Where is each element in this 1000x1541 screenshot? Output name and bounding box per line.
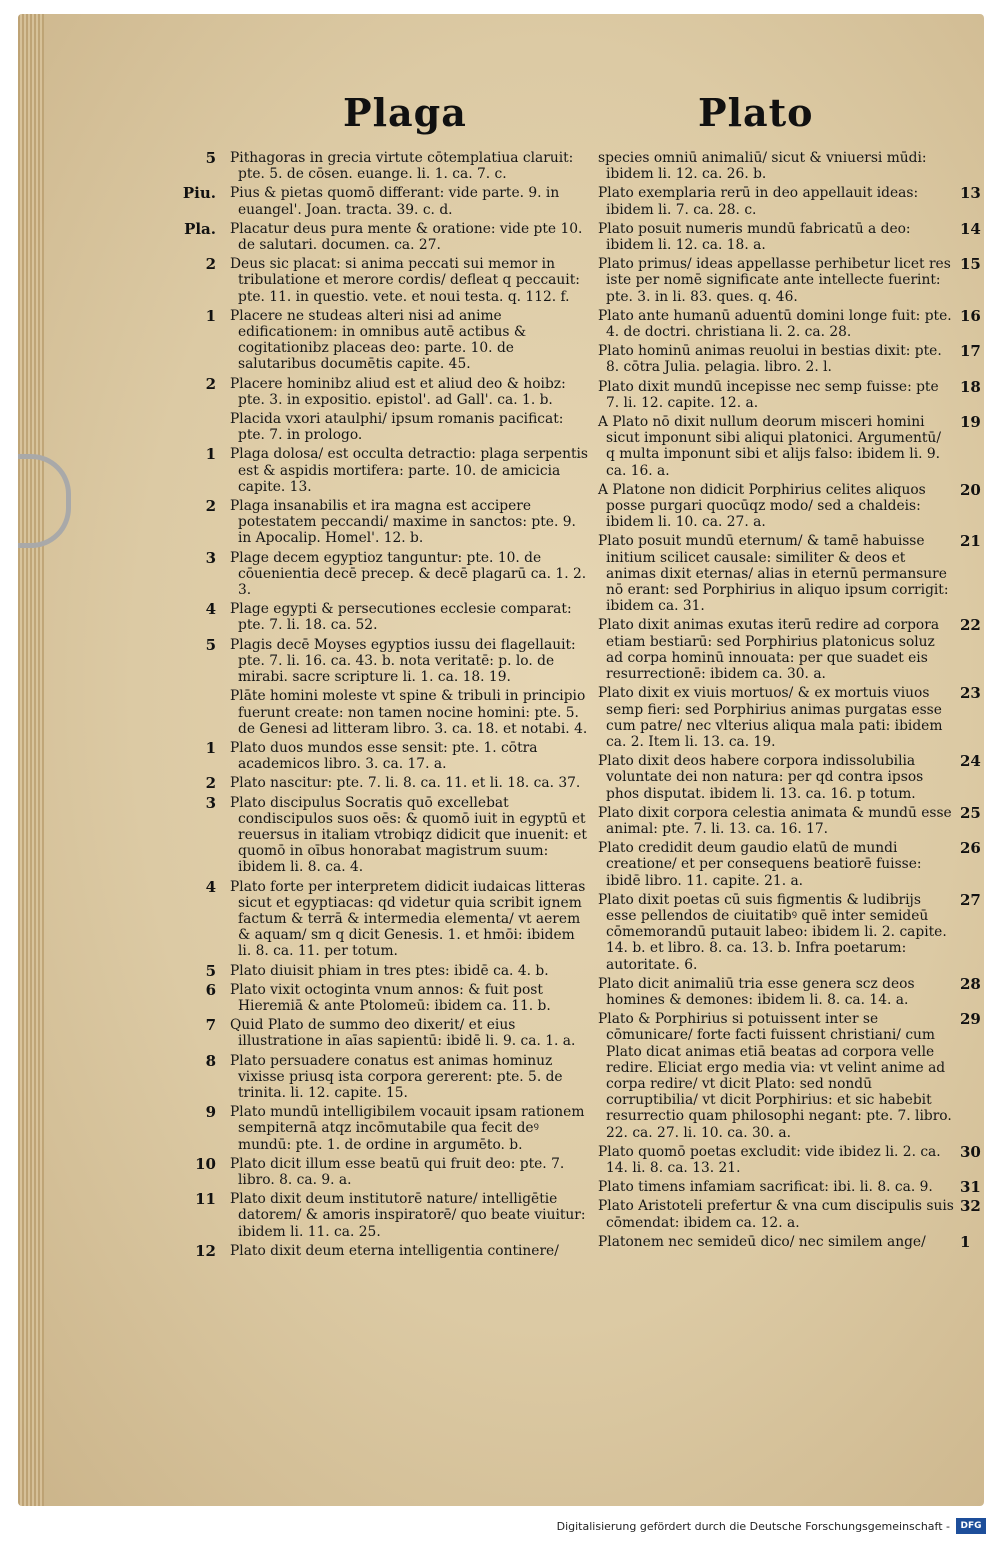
- entry-text: Plato diuisit phiam in tres ptes: ibidē ca. 4. b.: [230, 962, 549, 979]
- entry-number: 22: [960, 616, 981, 635]
- index-entry: [598, 219, 981, 254]
- entry-text: Plato forte per interpretem didicit iudaicas litteras sicut et egyptiacas: qd videtur quia scribit ignem factum & terrā & intermedia elementa/ vt aerem & aquam/ sm q dicit Genesis. 1. et hmōi: ibidem li. 8. ca. 11. per totum.: [230, 878, 586, 960]
- entry-text: Plato mundū intelligibilem vocauit ipsam rationem sempiternā atqz incōmutabile qua fecit deꝰ mundū: pte. 1. de ordine in argumēto. b.: [230, 1104, 585, 1153]
- entry-text: Plato ante humanū aduentū domini longe fuit: pte. 4. de doctri. christiana li. 2. ca. 28.: [598, 307, 952, 341]
- index-entry: [195, 1154, 588, 1188]
- right-column-header: Plato: [698, 90, 814, 135]
- index-entry: [230, 688, 588, 737]
- entry-number: 10: [195, 1154, 216, 1173]
- entry-number: 27: [960, 890, 981, 909]
- index-entry: [205, 149, 588, 183]
- entry-number: 31: [960, 1178, 981, 1197]
- index-entry: [598, 803, 981, 837]
- index-entry: [598, 1142, 981, 1176]
- entry-number: 25: [960, 803, 981, 822]
- left-column: [182, 149, 589, 1262]
- entry-text: Placere hominibz aliud est et aliud deo & hoibz: pte. 3. in expositio. epistol'. ad Gall'. ca. 1. b.: [230, 375, 566, 408]
- entry-number: 21: [960, 532, 981, 551]
- entry-text: Plato dicit animaliū tria esse genera scz deos homines & demones: ibidem li. 8. ca. 14. a.: [598, 975, 915, 1008]
- entry-number: 3: [205, 793, 216, 812]
- entry-number: 8: [205, 1051, 216, 1070]
- entry-text: Platonem nec semideū dico/ nec similem ange/: [598, 1233, 926, 1250]
- entry-text: Plato quomō poetas excludit: vide ibidez li. 2. ca. 14. li. 8. ca. 13. 21.: [598, 1143, 941, 1176]
- index-entry: [598, 480, 981, 531]
- index-entry: [205, 1016, 588, 1050]
- entry-text: A Platone non didicit Porphirius celites aliquos posse purgari quocūqz modo/ sed a chaldeis: ibidem li. 10. ca. 27. a.: [598, 481, 926, 531]
- entry-text: Plato nascitur: pte. 7. li. 8. ca. 11. et li. 18. ca. 37.: [230, 775, 581, 792]
- entry-text: Plato dixit mundū incepisse nec semp fuisse: pte 7. li. 12. capite. 12. a.: [598, 378, 939, 411]
- entry-text: Plato posuit numeris mundū fabricatū a deo: ibidem li. 12. ca. 18. a.: [598, 220, 911, 254]
- entry-number: 1: [205, 738, 216, 757]
- index-entry: [182, 184, 588, 218]
- entry-text: Plato timens infamiam sacrificat: ibi. li. 8. ca. 9.: [598, 1179, 933, 1196]
- entry-text: Plato discipulus Socratis quō excellebat condiscipulos suos oēs: & quomō iuit in egyptū et reuersus in italiam vtrobiqz didicit que inuenit: et quomō in oībus honorabat magistrum suum: ibidem li. 8. ca. 4.: [230, 794, 587, 876]
- index-entry: [598, 1178, 981, 1197]
- entry-text: Plato duos mundos esse sensit: pte. 1. cōtra academicos libro. 3. ca. 17. a.: [230, 739, 538, 773]
- entry-number: 11: [195, 1190, 216, 1209]
- entry-text: Plato dixit animas exutas iterū redire ad corpora etiam bestiarū: sed Porphirius platonicus soluz ad corpa hominū innouata: per que suadet eis resurrectionē: ibidem ca. 30. a.: [598, 617, 940, 683]
- entry-number: 6: [205, 980, 216, 999]
- index-entry: [205, 961, 588, 980]
- index-entry: [598, 532, 981, 615]
- entry-text: Plato dixit deum eterna intelligentia continere/: [230, 1242, 559, 1259]
- index-entry: [598, 752, 981, 802]
- entry-text: Plato persuadere conatus est animas hominuz vixisse priusq ista corpora gererent: pte. 5. de trinita. li. 12. capite. 15.: [230, 1052, 563, 1101]
- entry-number: 1: [205, 445, 216, 464]
- entry-number: 5: [205, 149, 216, 167]
- paper-clip: [18, 454, 71, 548]
- entry-text: Deus sic placat: si anima peccati sui memor in tribulatione et merore cordis/ defleat q peccauit: pte. 11. in questio. vete. et noui testa. q. 112. f.: [230, 256, 580, 305]
- index-entry: [598, 184, 981, 218]
- page-edge: [18, 14, 44, 1506]
- entry-number: 30: [960, 1142, 981, 1161]
- entry-number: 19: [960, 413, 981, 432]
- entry-number: 13: [960, 184, 981, 203]
- index-entry: [598, 890, 981, 973]
- entry-number: 14: [960, 219, 981, 238]
- entry-text: Plato credidit deum gaudio elatū de mundi creatione/ et per consequens beatiorē fuisse: ibidē libro. 11. capite. 21. a.: [598, 840, 922, 889]
- index-entry: [598, 150, 954, 182]
- entry-number: 20: [960, 480, 981, 499]
- entry-number: 1: [205, 306, 216, 325]
- entry-number: 2: [205, 374, 216, 393]
- entry-number: 15: [960, 255, 981, 274]
- entry-text: Quid Plato de summo deo dixerit/ et eius illustratione in aīas sapientū: ibidē li. 9. ca. 1. a.: [230, 1017, 576, 1050]
- index-entry: [205, 374, 588, 408]
- entry-text: Plage egypti & persecutiones ecclesie comparat: pte. 7. li. 18. ca. 52.: [230, 601, 572, 634]
- entry-text: Plato primus/ ideas appellasse perhibetur licet res iste per nomē significate ante intellecte fuerint: pte. 3. in li. 83. ques. q. 46.: [598, 256, 951, 305]
- entry-text: Plato vixit octoginta vnum annos: & fuit post Hieremiā & ante Ptolomeū: ibidem ca. 11. b.: [230, 981, 551, 1014]
- entry-number: 2: [205, 497, 216, 516]
- entry-text: species omniū animaliū/ sicut & vniuersi mūdi: ibidem li. 12. ca. 26. b.: [598, 150, 927, 183]
- dfg-logo: DFG: [956, 1518, 986, 1534]
- index-entry: [205, 255, 588, 305]
- entry-number: 23: [960, 684, 981, 703]
- entry-text: Plāte homini moleste vt spine & tribuli in principio fuerunt create: non tamen nocine homini: pte. 5. de Genesi ad litteram libro. 3. ca. 18. et notabi. 4.: [230, 688, 588, 737]
- index-entry: [205, 600, 588, 634]
- entry-number: 29: [960, 1010, 981, 1029]
- entry-number: 7: [205, 1016, 216, 1035]
- index-entry: [195, 1190, 588, 1240]
- index-entry: [598, 616, 981, 683]
- index-entry: [205, 793, 588, 876]
- index-entry: [205, 497, 588, 547]
- right-column: [598, 150, 981, 1253]
- entry-text: Pithagoras in grecia virtute cōtemplatiua claruit: pte. 5. de cōsen. euange. li. 1. ca. 7. c.: [230, 150, 574, 183]
- entry-number: 1: [960, 1232, 971, 1251]
- entry-text: Plato dixit poetas cū suis figmentis & ludibrijs esse pellendos de ciuitatibꝰ quē inter semideū cōmemorandū putauit labeo: ibidem li. 2. capite. 14. b. et libro. 8. ca. 13. b. Infra poetarum: autoritate. 6.: [598, 891, 947, 973]
- entry-text: Plato dixit ex viuis mortuos/ & ex mortuis viuos semp fieri: sed Porphirius animas purgatas esse cum patre/ nec vlterius aliqua mala pati: ibidem ca. 2. Item li. 13. ca. 19.: [598, 685, 943, 750]
- entry-number: 2: [205, 255, 216, 274]
- entry-number: 18: [960, 377, 981, 396]
- entry-number: 26: [960, 839, 981, 858]
- entry-text: Placida vxori ataulphi/ ipsum romanis pacificat: pte. 7. in prologo.: [230, 411, 564, 444]
- index-entry: [598, 1010, 981, 1141]
- index-entry: [598, 1232, 971, 1251]
- index-entry: [598, 974, 981, 1008]
- index-entry: [205, 877, 588, 960]
- index-entry: [205, 635, 588, 686]
- left-column-header: Plaga: [343, 90, 467, 135]
- entry-text: Pius & pietas quomō differant: vide parte. 9. in euangel'. Joan. tracta. 39. c. d.: [230, 185, 560, 218]
- index-entry: [205, 774, 588, 793]
- entry-text: Plaga dolosa/ est occulta detractio: plaga serpentis est & aspidis mortifera: parte. 10. de amicicia capite. 13.: [230, 446, 589, 495]
- entry-number: Pla.: [184, 219, 216, 238]
- entry-number: 28: [960, 974, 981, 993]
- entry-number: 16: [960, 306, 981, 325]
- entry-number: Piu.: [182, 184, 216, 203]
- entry-text: A Plato nō dixit nullum deorum misceri homini sicut imponunt sibi aliqui platonici. Argumentū/ q multa imponunt sibi et alijs falso: ibidem li. 9. ca. 16. a.: [598, 414, 941, 479]
- entry-text: Plage decem egyptioz tanguntur: pte. 10. de cōuenientia decē precep. & decē plagarū ca. 1. 2. 3.: [230, 549, 587, 599]
- entry-text: Plagis decē Moyses egyptios iussu dei flagellauit: pte. 7. li. 16. ca. 43. b. nota veritatē: p. lo. de mirabi. sacre scripture li. 1. ca. 18. 19.: [230, 636, 576, 686]
- entry-text: Plato dixit deum institutorē nature/ intelligētie datorem/ & amoris inspiratorē/ quo beate viuitur: ibidem li. 11. ca. 25.: [230, 1191, 586, 1240]
- index-entry: [230, 411, 588, 443]
- entry-text: Plato Aristoteli prefertur & vna cum discipulis suis cōmendat: ibidem ca. 12. a.: [598, 1198, 954, 1231]
- index-entry: [195, 1241, 588, 1260]
- index-entry: [598, 377, 981, 411]
- index-entry: [205, 980, 588, 1014]
- entry-text: Plato & Porphirius si potuissent inter se cōmunicare/ forte facti fuissent christiani/ cum Plato dicat animas etiā beatas ad corpora velle redire. Eliciat ergo media via: vt velint anime ad corpa redire/ vt dicit Plato: sed nondū corruptibilia/ vt dicit Porphirius: et sic habebit resurrectio quam philosophi negant: pte. 7. libro. 22. ca. 27. li. 10. ca. 30. a.: [598, 1011, 952, 1141]
- entry-text: Plato exemplaria rerū in deo appellauit ideas: ibidem li. 7. ca. 28. c.: [598, 185, 919, 218]
- index-entry: [598, 839, 981, 889]
- index-entry: [205, 1051, 588, 1102]
- index-entry: [205, 548, 588, 599]
- entry-text: Plato hominū animas reuolui in bestias dixit: pte. 8. cōtra Julia. pelagia. libro. 2. l.: [598, 343, 942, 376]
- book-page: [18, 14, 984, 1506]
- index-entry: [598, 255, 981, 305]
- entry-number: 5: [205, 635, 216, 654]
- index-entry: [598, 342, 981, 376]
- entry-number: 4: [205, 600, 216, 619]
- index-entry: [205, 738, 588, 773]
- footer-credit: Digitalisierung gefördert durch die Deutsche Forschungsgemeinschaft -: [556, 1520, 950, 1533]
- entry-number: 2: [205, 774, 216, 793]
- entry-number: 17: [960, 342, 981, 361]
- entry-text: Placere ne studeas alteri nisi ad anime edificationem: in omnibus autē actibus & cogitationibz placeas deo: parte. 10. de salutaribus documētis capite. 45.: [230, 307, 527, 373]
- entry-number: 3: [205, 548, 216, 567]
- entry-text: Plato dixit corpora celestia animata & mundū esse animal: pte. 7. li. 13. ca. 16. 17.: [598, 804, 952, 837]
- index-entry: [205, 1103, 588, 1153]
- index-entry: [205, 445, 589, 495]
- index-entry: [598, 684, 981, 750]
- entry-number: 32: [960, 1197, 981, 1216]
- entry-number: 24: [960, 752, 981, 771]
- entry-number: 5: [205, 961, 216, 980]
- entry-text: Plato dicit illum esse beatū qui fruit deo: pte. 7. libro. 8. ca. 9. a.: [230, 1155, 565, 1188]
- index-entry: [598, 413, 981, 479]
- entry-number: 9: [205, 1103, 216, 1122]
- footer-bar: [0, 1515, 992, 1541]
- index-entry: [184, 219, 588, 254]
- entry-text: Plato posuit mundū eternum/ & tamē habuisse initium scilicet causale: similiter & deos et animas dixit eternas/ alias in eternū permansure nō erant: sed Porphirius in aliquo ipsum corrigit: ibidem ca. 31.: [598, 533, 949, 615]
- entry-text: Placatur deus pura mente & oratione: vide pte 10. de salutari. documen. ca. 27.: [230, 220, 583, 254]
- index-entry: [205, 306, 588, 373]
- entry-number: 12: [195, 1241, 216, 1260]
- entry-text: Plaga insanabilis et ira magna est accipere potestatem peccandi/ maxime in sanctos: pte. 9. in Apocalip. Homel'. 12. b.: [230, 498, 576, 547]
- index-entry: [598, 306, 981, 341]
- index-entry: [598, 1197, 981, 1231]
- entry-text: Plato dixit deos habere corpora indissolubilia voluntate dei non natura: per qd contra ipsos phos disputat. ibidem li. 13. ca. 16. p totum.: [598, 753, 924, 802]
- entry-number: 4: [205, 877, 216, 896]
